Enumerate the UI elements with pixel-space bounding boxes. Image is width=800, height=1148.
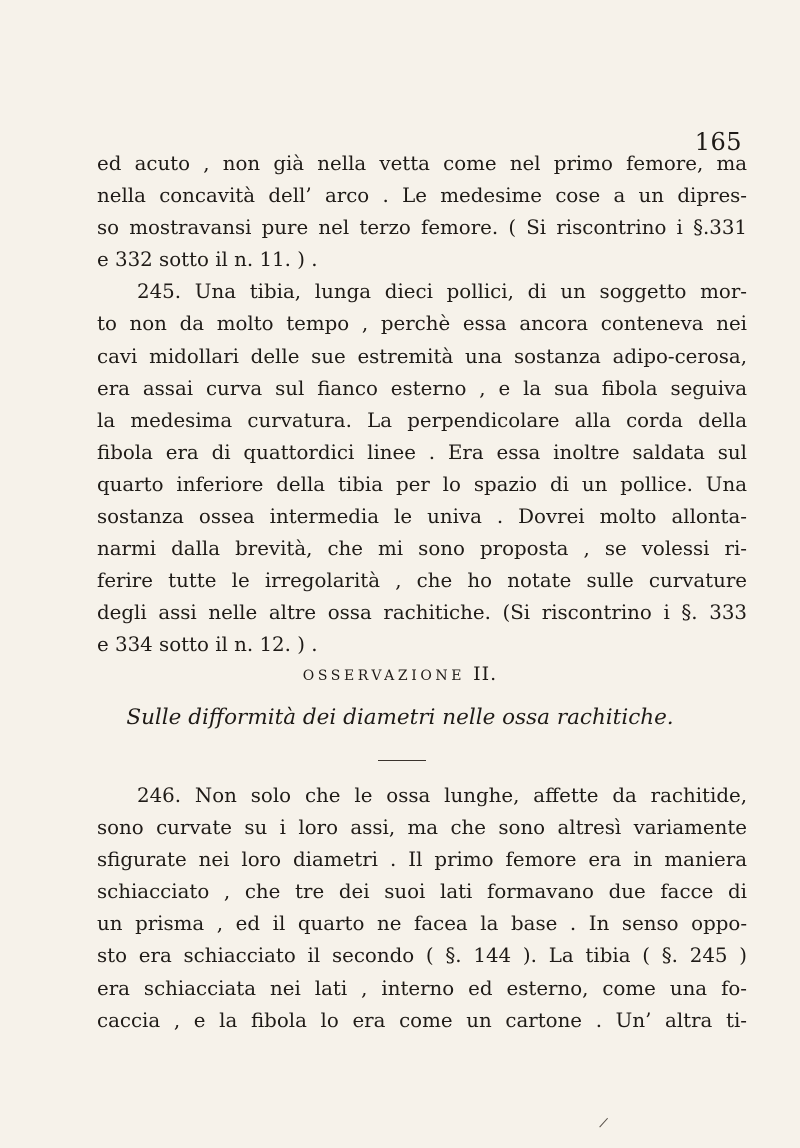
heading-numeral: II. (473, 663, 498, 685)
text-line: degli assi nelle altre ossa rachitiche. (Si riscontrino i §. 333 (97, 601, 747, 625)
text-line: e 334 sotto il n. 12. ) . (97, 633, 318, 657)
text-line: e 332 sotto il n. 11. ) . (97, 248, 318, 272)
text-line: narmi dalla brevità, che mi sono proposta , se volessi ri- (97, 537, 747, 561)
text-line: ferire tutte le irregolarità , che ho notate sulle curvature (97, 569, 747, 593)
section-subtitle: Sulle difformità dei diametri nelle ossa rachitiche. (126, 705, 674, 730)
text-line: so mostravansi pure nel terzo femore. ( Si riscontrino i §.331 (97, 216, 747, 240)
text-line: era assai curva sul fianco esterno , e la sua fibola seguiva (97, 376, 747, 400)
divider-rule (378, 760, 426, 761)
text-line: fibola era di quattordici linee . Era essa inoltre saldata sul (97, 440, 747, 464)
text-line: quarto inferiore della tibia per lo spazio di un pollice. Una (97, 472, 747, 496)
text-line: sono curvate su i loro assi, ma che sono altresì variamente (97, 816, 747, 840)
text-line: 245. Una tibia, lunga dieci pollici, di un soggetto mor- (137, 280, 747, 304)
paragraph-continuation-and-245 (97, 148, 747, 662)
text-line: un prisma , ed il quarto ne facea la base . In senso oppo- (97, 912, 747, 936)
text-line: la medesima curvatura. La perpendicolare alla corda della (97, 408, 747, 432)
text-line: caccia , e la fibola lo era come un cartone . Un’ altra ti- (97, 1008, 747, 1032)
page-number: 165 (694, 128, 742, 156)
stray-mark (599, 1118, 609, 1128)
text-line: ed acuto , non già nella vetta come nel primo femore, ma (97, 152, 747, 175)
text-line: 246. Non solo che le ossa lunghe, affette da rachitide, (137, 784, 747, 807)
text-line: schiacciato , che tre dei suoi lati formavano due facce di (97, 880, 747, 904)
text-line: sto era schiacciato il secondo ( §. 144 ). La tibia ( §. 245 ) (97, 944, 747, 968)
text-line: cavi midollari delle sue estremità una sostanza adipo-cerosa, (97, 344, 747, 368)
text-line: sostanza ossea intermedia le univa . Dovrei molto allonta- (97, 505, 747, 529)
text-line: nella concavità dell’ arco . Le medesime cose a un dipres- (97, 184, 747, 208)
paragraph-246 (97, 780, 747, 1037)
section-heading (0, 663, 800, 685)
heading-label: OSSERVAZIONE (302, 668, 466, 684)
text-line: to non da molto tempo , perchè essa ancora conteneva nei (97, 312, 747, 336)
text-line: sfigurate nei loro diametri . Il primo femore era in maniera (97, 848, 747, 872)
text-line: era schiacciata nei lati , interno ed esterno, come una fo- (97, 976, 747, 1000)
